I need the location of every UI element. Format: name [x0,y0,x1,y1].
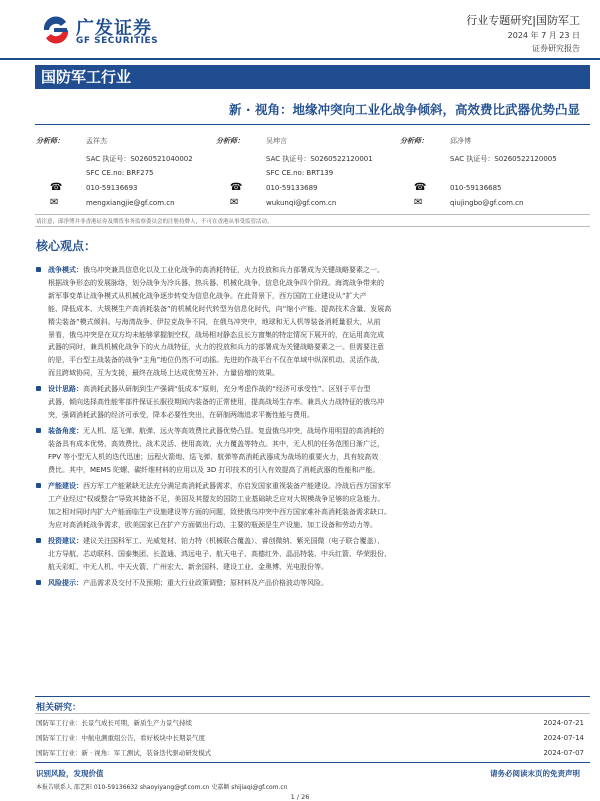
analyst-card [400,132,585,212]
core-point-line [48,383,584,396]
related-item-date: 2024-07-14 [543,734,584,742]
footer-disclaimer: 请务必阅读末页的免责声明 [490,769,580,778]
core-point [36,535,584,574]
core-point-line [48,506,584,519]
core-point-line [48,367,584,380]
related-item[interactable] [36,746,584,760]
core-point-lead: 产能建设： [48,482,83,491]
core-title: 核心观点： [36,239,97,253]
analyst-divider [35,214,590,215]
core-point-line [48,519,584,532]
analyst-label: 分析师： [216,137,244,145]
related-divider [35,713,590,714]
core-point-text: 北方导航、芯动联科、国泰集团、长盈通、鸿远电子、航天电子、高德红外、晶品特装、中兵红箭、华荣股份、 [48,549,391,558]
phone-icon: ☎ [50,182,63,193]
analyst-sfc: SFC CE.no: BRT139 [266,169,334,177]
core-point-text: 建议关注国科军工、光威复材、铂力特（机械联合覆盖）、睿创微纳、紫光国微（电子联合覆盖）、 [83,536,384,545]
bullet-icon [36,580,41,585]
analyst-email[interactable]: qiujingbo@gf.com.cn [450,199,524,207]
related-item-text: 国防军工行业：中航电测重组公告，看好板块中长期景气度 [36,734,205,742]
page-number: 1 / 26 [290,793,310,801]
core-point-text: 景看，俄乌冲突是在双方均未能够掌握制空权，战场相对静态且长方窗集的特定情况下展开的，在运用高完成 [48,330,384,339]
related-item-date: 2024-07-21 [543,719,584,727]
related-divider-top [35,696,590,697]
core-point-text: 西方军工产能紧缺无法充分满足高消耗武器需求，亦启发国家重视装备产能建设。冷战后西方国家军 [83,482,391,491]
core-point-line [48,396,584,409]
phone-icon: ☎ [230,182,243,193]
report-contact: 本报告联系人 邵艺阳 010-59136632 shaoyiyang@gf.com.cn 史嘉颖 shijiaqi@gf.com.cn [36,784,288,791]
brand-name-en: GF SECURITIES [76,36,159,46]
footer-slogan: 识别风险，发现价值 [36,769,104,778]
core-point-line [48,409,584,422]
industry-banner: 国防军工行业 [35,65,590,89]
related-item[interactable] [36,731,584,745]
core-point-text: 高消耗武器从研制到生产强调“低成本”原则，充分考虑作战的“经济可承受性”。区别于平台型 [83,385,371,394]
core-point-line [48,480,584,493]
core-point [36,480,584,532]
analyst-phone: 010-59136693 [86,184,138,192]
core-point-line [48,354,584,367]
report-type: 行业专题研究|国防军工 [466,14,580,27]
title-divider [35,124,590,125]
core-point-text: 俄乌冲突兼具信息化以及工业化战争的高消耗特征，火力投放和兵力部署成为关键战略要素之一。 [83,266,384,274]
brand-logo-icon [40,14,72,46]
analyst-card [216,132,401,212]
analyst-name: 孟祥杰 [86,137,107,145]
core-point-text: 航天彩虹、中无人机、中天火箭、广州宏大、新余国科、建设工业、金奥博、光电股份等。 [48,562,328,571]
bullet-icon [36,428,41,433]
core-point-text: 加之相对同时内扩大产能面临生产设施建设等方面的问题，致使俄乌冲突中西方国家难补高消耗装备需求缺口。 [48,507,391,516]
core-point-line [48,438,584,451]
core-point-line [48,548,584,561]
core-point-line [48,535,584,548]
analyst-name: 吴坤言 [266,137,287,145]
report-kind: 证券研究报告 [532,44,580,53]
core-point-text: 产品需求及交付不及预期；重大行业政策调整；原材料及产品价格波动等风险。 [83,578,328,587]
analyst-label: 分析师： [400,137,428,145]
core-point-text: 的是，平台型主战装备的战争“主角”地位仍然不可动摇。先进的作战平台不仅在单域中纵深机动、灵活作战， [48,356,385,365]
related-item[interactable] [36,716,584,730]
core-point-lead: 装备角度： [48,427,83,436]
brand-logo [40,14,180,46]
analyst-label: 分析师： [36,137,64,145]
related-item-text: 国防军工行业：长景气成长可期，新质生产力景气持续 [36,719,192,727]
core-point-line [48,451,584,464]
analyst-sac: SAC 执证号：S0260522120001 [266,155,373,163]
related-title: 相关研究： [36,703,82,713]
analyst-email[interactable]: wukunqi@gf.com.cn [266,199,337,207]
report-date: 2024 年 7 月 23 日 [507,31,580,40]
core-point-text: FPV 等小型无人机的迭代迅速；远程火箭炮、巡飞弹、航弹等高消耗武器成为战场的重要火力，具有较高效 [48,453,379,462]
bullet-icon [36,483,41,488]
footer-divider [35,762,590,763]
core-point-text: 工产业经过“权威整合”导致其储备不足，美国及其盟友的国防工业基础缺乏应对大规模战争足够的应急能力。 [48,494,385,503]
core-point-line [48,264,584,277]
core-point-line [48,425,584,438]
email-icon: ✉ [50,197,59,208]
email-icon: ✉ [414,197,423,208]
email-icon: ✉ [230,197,239,208]
core-point-line [48,277,584,290]
note-divider [35,226,590,227]
core-point-line [48,290,584,303]
analyst-phone: 010-59133689 [266,184,318,192]
analyst-phone: 010-59136685 [450,184,502,192]
core-point-line [48,577,584,590]
core-point-lead: 战争模式： [48,266,83,274]
brand-name-cn: 广发证券 [76,18,152,39]
core-point-text: 武器的同时，兼具机械化战争下的火力战特征，火力的投放和兵力的部署成为关键战略要素之一。但需要注意 [48,343,384,352]
core-point-text: 为应对高消耗战争需求，欧美国家已在扩产方面做出行动，主要的瓶颈是生产设施、加工设备和劳动力等。 [48,520,377,529]
core-point-line [48,329,584,342]
core-point-text: 无人机、巡飞弹、航弹、远火等高效费比武器优势凸显。复盘俄乌冲突，战场作用明显的高消耗的 [83,427,384,436]
bullet-icon [36,538,41,543]
core-point-text: 装备具有成本优势、高效费比、战术灵活、使用高效、火力覆盖等特点。其中，无人机的任务范围日渐广泛， [48,440,384,449]
core-point-line [48,341,584,354]
core-point-text: 费比。其中，MEMS 陀螺、碳纤维材料的应用以及 3D 打印技术的引入有效提高了消耗武器的性能和产能。 [48,465,380,474]
analyst-card [36,132,221,212]
core-point-text: 能、降低成本、大规模生产高消耗装备”的机械化时代转型为信息化时代，向“缩小产能、提高技术含量、发展高 [48,304,392,313]
phone-icon: ☎ [414,182,427,193]
core-point-text: 精尖装备”模式倾斜。与海湾战争、伊拉克战争不同，在俄乌冲突中，地球和无人机等装备消耗量很大，从前 [48,317,381,326]
analyst-email[interactable]: mengxiangjie@gf.com.cn [86,199,175,207]
core-point-text: 而且跨域协同，互为支援，最终在战场上达成优势互补、力量倍增的效果。 [48,369,279,378]
bullet-icon [36,386,41,391]
core-point-line [48,561,584,574]
core-point-text: 新军事变革让战争模式从机械化战争逐步转变为信息化战争。在此背景下，西方国防工业建设从“扩大产 [48,291,367,300]
related-item-date: 2024-07-07 [543,749,584,757]
core-point-lead: 投资建议： [48,536,83,545]
core-point-text: 根据战争形态的发展脉络，划分战争为冷兵器、热兵器、机械化战争、信息化战争四个阶段。海湾战争带来的 [48,278,384,287]
bullet-icon [36,267,41,272]
core-point-lead: 设计思路： [48,385,83,394]
analyst-sfc: SFC CE.no: BRF275 [86,169,154,177]
core-point [36,425,584,477]
report-headline: 新 · 视角：地缘冲突向工业化战争倾斜，高效费比武器优势凸显 [229,102,580,117]
core-point-line [48,303,584,316]
analyst-sac: SAC 执证号：S0260521040002 [86,155,193,163]
core-point-lead: 风险提示： [48,578,83,587]
header-divider [0,58,600,60]
core-points [36,264,584,593]
core-point-text: 武器，倾向选择高性能零部件保证长服役期间内装备的正常使用，提高战场生存率。兼具火力战特征的俄乌冲 [48,398,384,407]
analyst-name: 邱净博 [450,137,471,145]
core-point-text: 突，强调消耗武器的经济可承受，降本必要性突出，在研制两端追求平衡性能与费用。 [48,411,314,420]
core-point-line [48,316,584,329]
core-point [36,383,584,422]
core-point [36,264,584,380]
core-point-line [48,464,584,477]
contact-note: 请注意，邱净博并非香港证券及期货事务监察委员会的注册持牌人，不可在香港从事受监管活动。 [36,219,273,225]
core-point [36,577,584,590]
core-point-line [48,493,584,506]
related-item-text: 国防军工行业：新 · 视角：军工测试，装备迭代驱动研发模式 [36,749,212,757]
analyst-sac: SAC 执证号：S0260522120005 [450,155,557,163]
